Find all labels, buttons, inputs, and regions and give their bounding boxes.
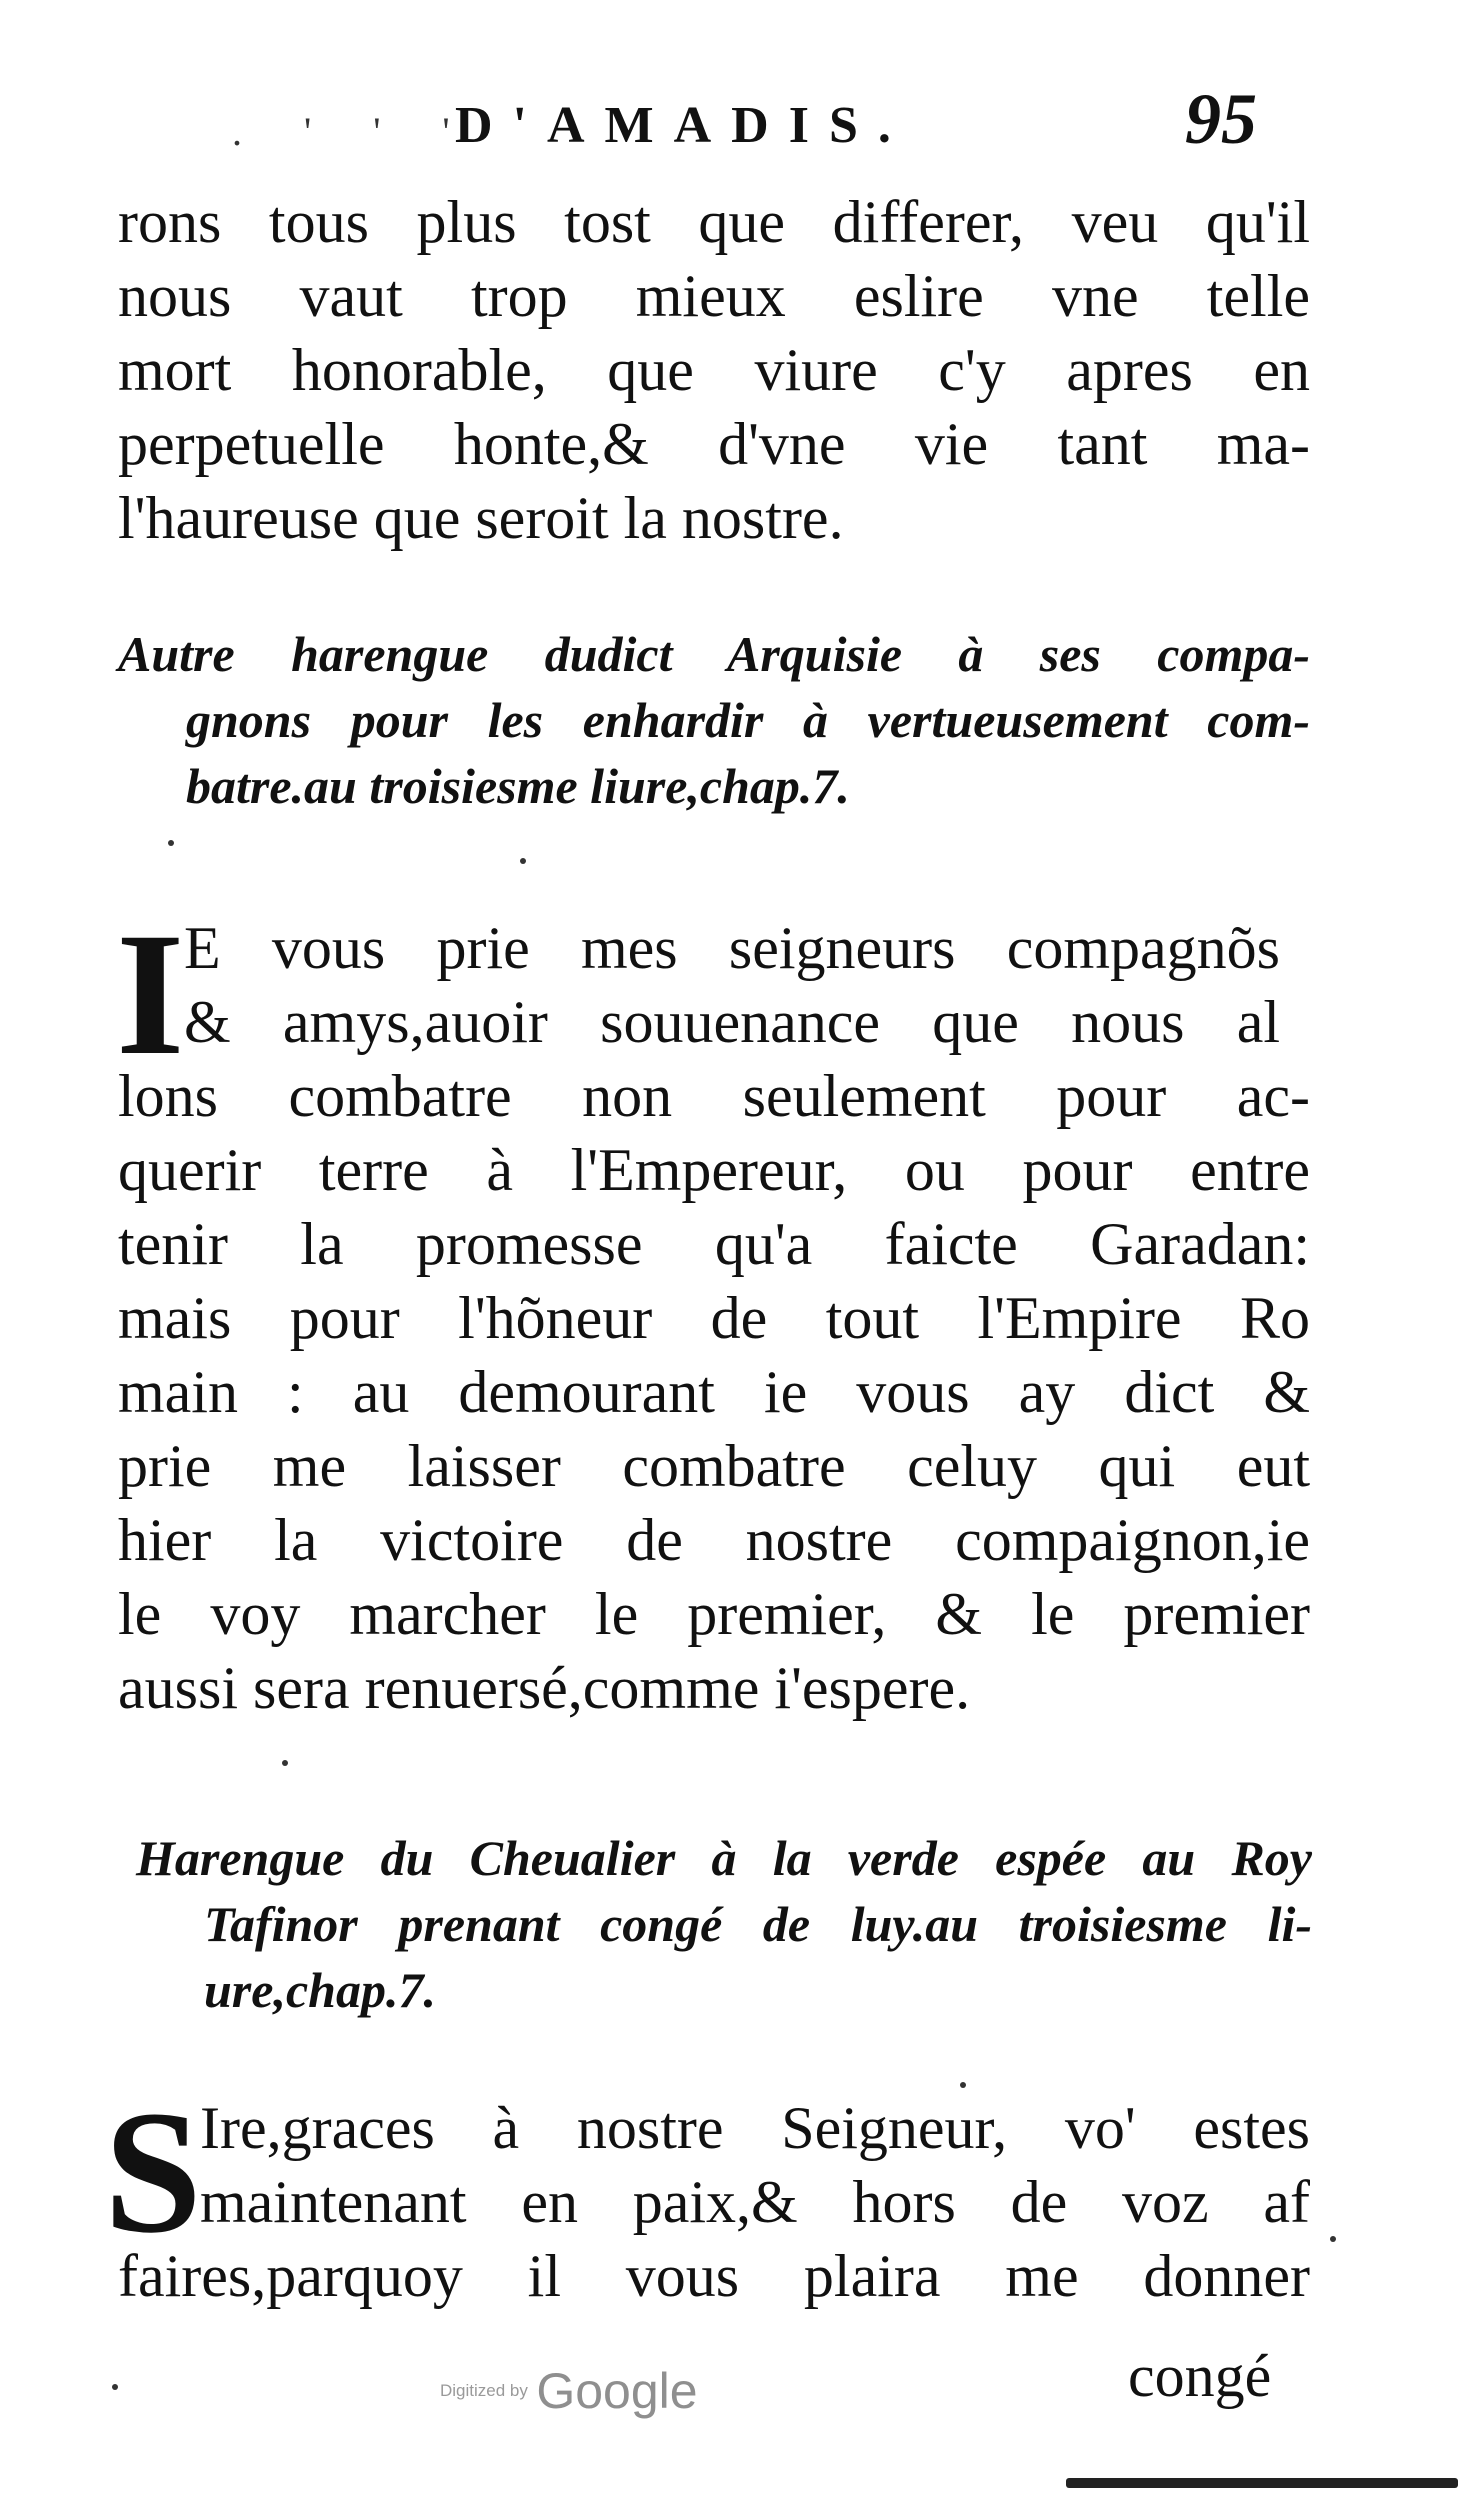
page-edge-rule (1066, 2478, 1458, 2488)
ink-speck (168, 840, 174, 846)
header-ornament: . ' ' ' (232, 109, 476, 154)
heading-line: ure,chap.7. (204, 1962, 436, 2018)
running-title: D'AMADIS. (455, 97, 911, 154)
heading-line: batre.au troisiesme liure,chap.7. (186, 758, 850, 814)
heading-line: Tafinor prenant congé de luy.au troisiesme li- (204, 1896, 1312, 1952)
text-line: perpetuelle honte,& d'vne vie tant ma- (118, 411, 1310, 477)
ink-speck (112, 2384, 118, 2390)
ink-speck (960, 2082, 966, 2088)
text-line: faires,parquoy il vous plaira me donner (118, 2243, 1310, 2309)
heading-line: gnons pour les enhardir à vertueusement com- (186, 692, 1310, 748)
text-line: l'haureuse que seroit la nostre. (118, 485, 844, 551)
text-line: rons tous plus tost que differer, veu qu'il (118, 189, 1310, 255)
text-line: aussi sera renuersé,comme i'espere. (118, 1655, 971, 1721)
text-line: & amys,auoir souuenance que nous al (184, 989, 1280, 1055)
google-logo: Google (536, 2363, 698, 2419)
ink-speck (520, 858, 526, 864)
page-number: 95 (1185, 79, 1257, 159)
drop-cap-i: I (116, 897, 185, 1092)
text-line: E vous prie mes seigneurs compagnõs (184, 915, 1280, 981)
heading-line: Autre harengue dudict Arquisie à ses compa- (118, 626, 1310, 682)
catchword: congé (1128, 2343, 1272, 2409)
text-line: nous vaut trop mieux eslire vne telle (118, 263, 1310, 329)
text-line: mais pour l'hõneur de tout l'Empire Ro (118, 1285, 1310, 1351)
ink-speck (282, 1760, 288, 1766)
text-line: hier la victoire de nostre compaignon,ie (118, 1507, 1310, 1573)
ink-speck (1330, 2236, 1336, 2242)
text-line: main : au demourant ie vous ay dict & (118, 1359, 1310, 1425)
text-line: lons combatre non seulement pour ac- (118, 1063, 1310, 1129)
text-line: maintenant en paix,& hors de voz af (200, 2169, 1310, 2235)
drop-cap-s: S (104, 2075, 202, 2270)
page-header (0, 78, 1458, 178)
digitized-watermark (440, 2362, 698, 2420)
text-line: querir terre à l'Empereur, ou pour entre (118, 1137, 1310, 1203)
text-line: Ire,graces à nostre Seigneur, vo' estes (200, 2095, 1310, 2161)
text-line: le voy marcher le premier, & le premier (118, 1581, 1310, 1647)
text-line: mort honorable, que viure c'y apres en (118, 337, 1310, 403)
text-line: prie me laisser combatre celuy qui eut (118, 1433, 1310, 1499)
watermark-prefix: Digitized by (440, 2381, 528, 2400)
text-line: tenir la promesse qu'a faicte Garadan: (118, 1211, 1310, 1277)
heading-line: Harengue du Cheualier à la verde espée au Roy (136, 1830, 1312, 1886)
